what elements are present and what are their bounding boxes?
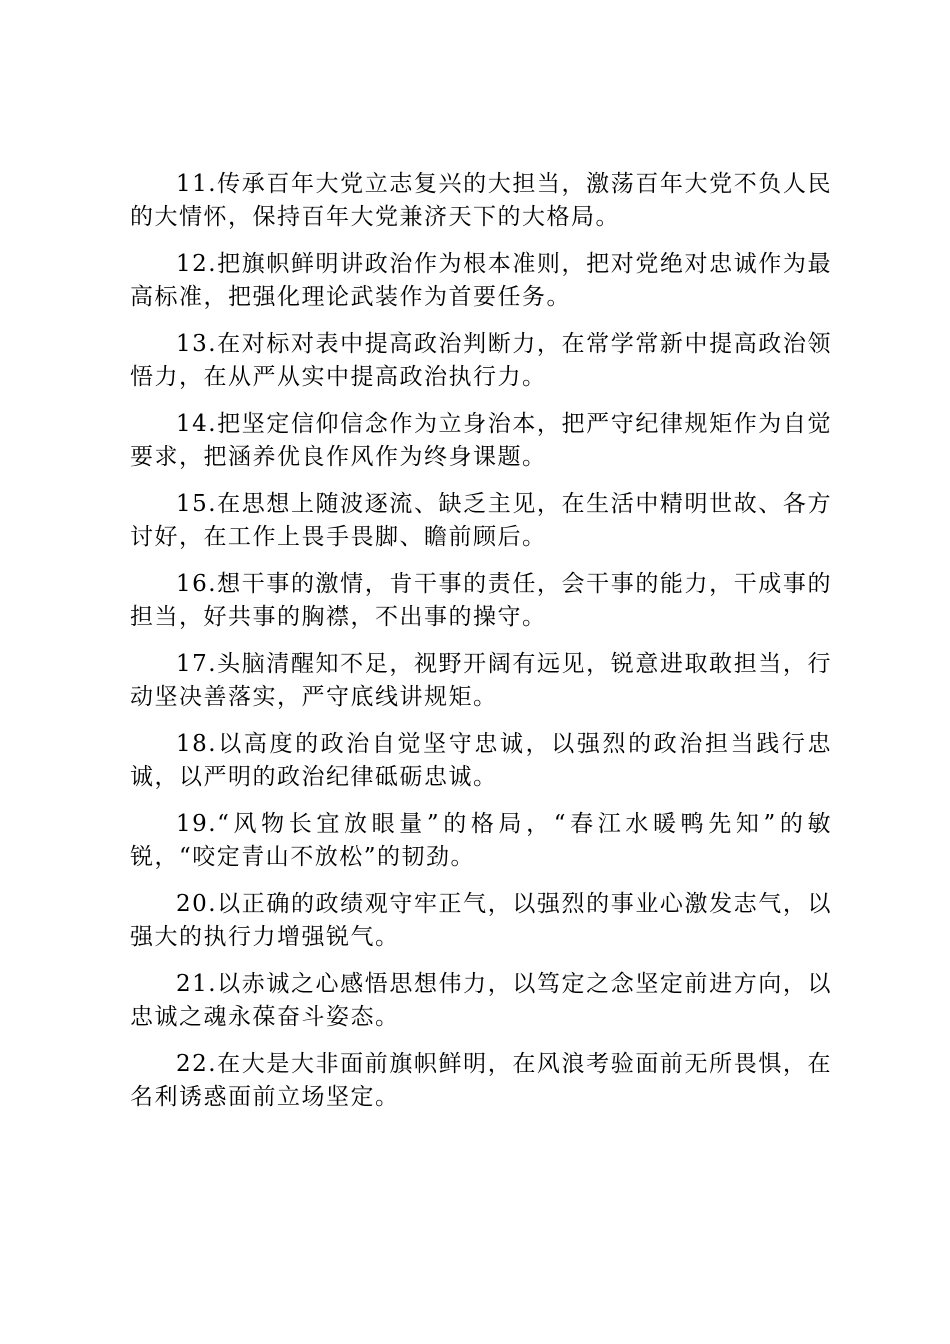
list-item-15: 15.在思想上随波逐流、缺乏主见，在生活中精明世故、各方讨好，在工作上畏手畏脚、瞻前顾后。 (130, 491, 832, 550)
list-item-18: 18.以高度的政治自觉坚守忠诚，以强烈的政治担当践行忠诚，以严明的政治纪律砥砺忠诚。 (130, 731, 832, 790)
document-page (130, 168, 832, 1128)
list-item-17: 17.头脑清醒知不足，视野开阔有远见，锐意进取敢担当，行动坚决善落实，严守底线讲规矩。 (130, 651, 832, 710)
list-item-21: 21.以赤诚之心感悟思想伟力，以笃定之念坚定前进方向，以忠诚之魂永葆奋斗姿态。 (130, 971, 832, 1030)
list-item-12: 12.把旗帜鲜明讲政治作为根本准则，把对党绝对忠诚作为最高标准，把强化理论武装作为首要任务。 (130, 251, 832, 310)
list-item-16: 16.想干事的激情，肯干事的责任，会干事的能力，干成事的担当，好共事的胸襟，不出事的操守。 (130, 571, 832, 630)
list-item-19: 19.“风物长宜放眼量”的格局，“春江水暖鸭先知”的敏锐，“咬定青山不放松”的韧劲。 (130, 811, 832, 870)
list-item-20: 20.以正确的政绩观守牢正气，以强烈的事业心激发志气，以强大的执行力增强锐气。 (130, 891, 832, 950)
list-item-13: 13.在对标对表中提高政治判断力，在常学常新中提高政治领悟力，在从严从实中提高政治执行力。 (130, 331, 832, 390)
list-item-22: 22.在大是大非面前旗帜鲜明，在风浪考验面前无所畏惧，在名利诱惑面前立场坚定。 (130, 1051, 832, 1110)
list-item-11: 11.传承百年大党立志复兴的大担当，激荡百年大党不负人民的大情怀，保持百年大党兼济天下的大格局。 (130, 171, 832, 230)
list-item-14: 14.把坚定信仰信念作为立身治本，把严守纪律规矩作为自觉要求，把涵养优良作风作为终身课题。 (130, 411, 832, 470)
